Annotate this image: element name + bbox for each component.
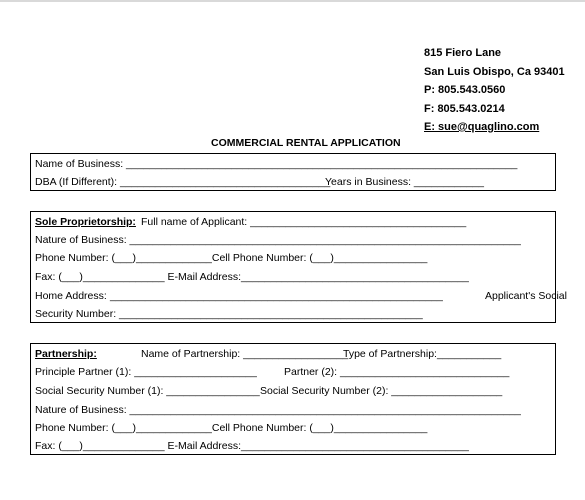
partnership-nature-field[interactable]: Nature of Business: ___________________________________________________________________ [35,404,521,416]
sole-phone-field[interactable]: Phone Number: (___)_____________Cell Phone Number: (___)________________ [35,252,428,264]
address-line-city: San Luis Obispo, Ca 93401 [424,65,565,78]
partnership-name-field[interactable]: Name of Partnership: __________________ [141,348,349,360]
address-fax: F: 805.543.0214 [424,102,505,115]
partnership-phone-field[interactable]: Phone Number: (___)_____________Cell Phone Number: (___)________________ [35,422,428,434]
address-phone: P: 805.543.0560 [424,84,506,96]
sole-nature-field[interactable]: Nature of Business: ___________________________________________________________________ [35,234,521,246]
ssn-2-field[interactable]: Social Security Number (2): ___________________ [260,385,503,397]
dba-field[interactable]: DBA (If Different): ____________________________________ [35,176,331,188]
principal-partner-field[interactable]: Principle Partner (1): _____________________ [35,366,257,378]
address-email[interactable]: E: sue@quaglino.com [424,121,540,133]
ssn-1-field[interactable]: Social Security Number (1): ________________ [35,385,260,397]
partnership-label: Partnership: [35,348,97,360]
page-title: COMMERCIAL RENTAL APPLICATION [211,137,401,149]
applicant-social-label: Applicant's Social [485,290,567,302]
partnership-box [30,343,556,455]
company-address-block [424,44,565,137]
business-name-field[interactable]: Name of Business: ___________________________________________________________________ [35,158,518,170]
home-address-label: Home Address: [35,290,107,302]
sole-fax-email-field[interactable]: Fax: (___)______________ E-Mail Address:_______________________________________ [35,271,469,283]
business-info-box [30,153,556,191]
years-in-business-field[interactable]: Years in Business: ____________ [325,176,484,188]
sole-proprietorship-label: Sole Proprietorship: [35,216,136,228]
security-number-field[interactable]: Security Number: ____________________________________________________ [35,308,423,320]
sole-proprietorship-box [30,211,567,323]
partnership-fax-email-field[interactable]: Fax: (___)______________ E-Mail Address:_______________________________________ [35,440,469,452]
address-line-street: 815 Fiero Lane [424,47,502,59]
home-address-field[interactable]: _________________________________________________________ [110,290,443,302]
partner-2-field[interactable]: Partner (2): _____________________________ [284,366,510,378]
page-top-edge [0,0,585,2]
partnership-type-field[interactable]: Type of Partnership:___________ [343,348,502,360]
applicant-name-field[interactable]: Full name of Applicant: _____________________________________ [141,216,467,228]
